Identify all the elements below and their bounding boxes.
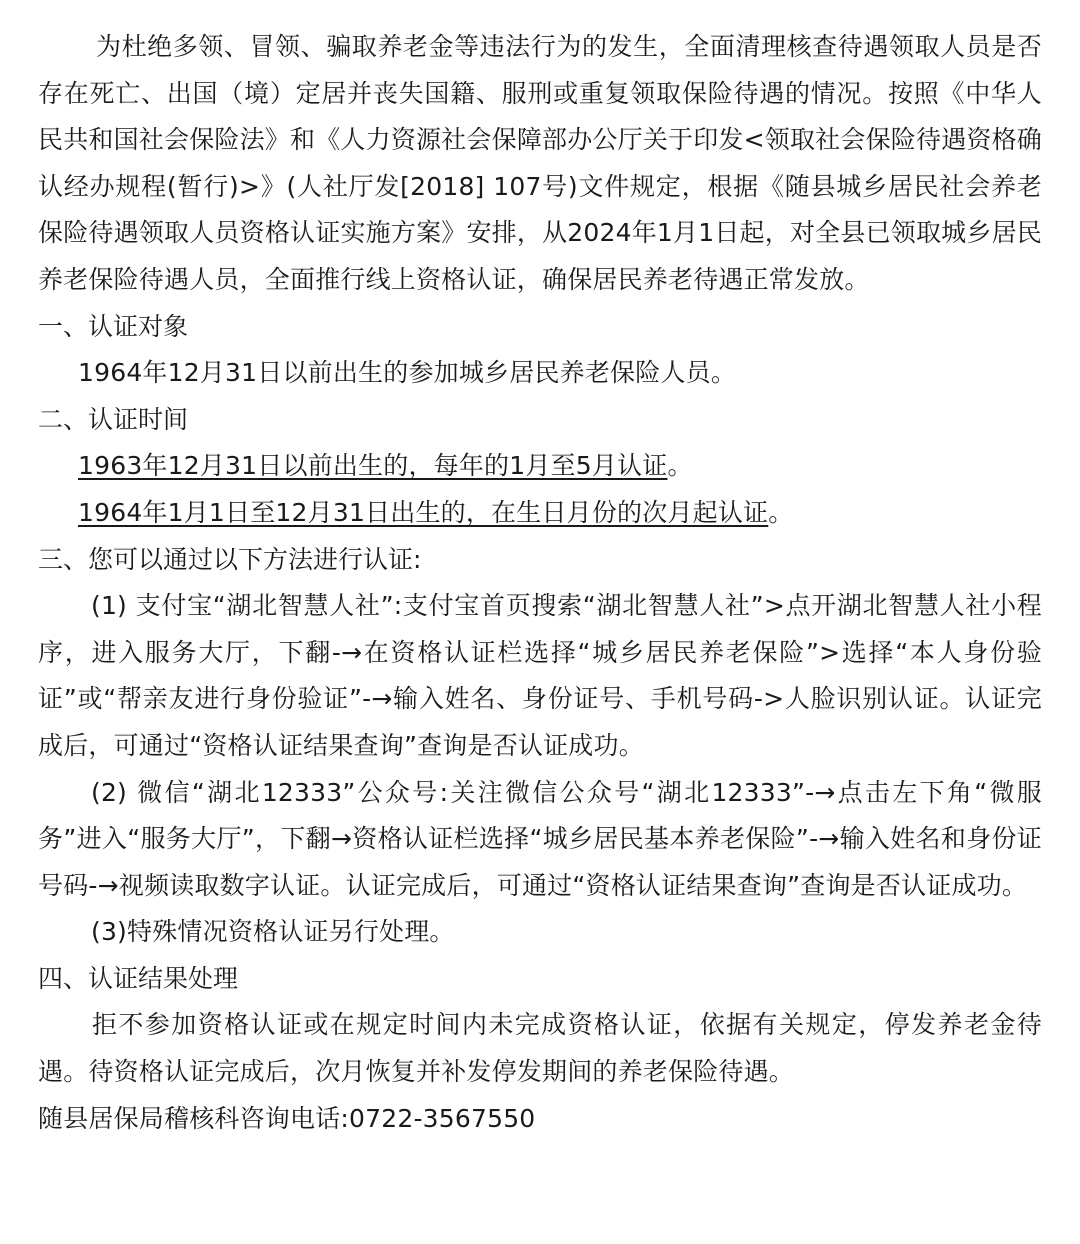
section-4-heading: 四、认证结果处理 [38,963,239,993]
section-2-heading: 二、认证时间 [38,404,189,434]
section-2-line-1-period: 。 [667,451,693,481]
section-4-body: 拒不参加资格认证或在规定时间内未完成资格认证，依据有关规定，停发养老金待遇。待资格认证完成后，次月恢复并补发停发期间的养老保险待遇。 [38,1010,1042,1087]
method-alipay: (1) 支付宝“湖北智慧人社”:支付宝首页搜索“湖北智慧人社”>点开湖北智慧人社小程序，进入服务大厅，下翻-→在资格认证栏选择“城乡居民养老保险”>选择“本人身份验证”或“帮亲友进行身份验证”-→输入姓名、身份证号、手机号码->人脸识别认证。认证完成后，可通过“资格认证结果查询”查询是否认证成功。 [38,591,1042,760]
method-wechat: (2) 微信“湖北12333”公众号:关注微信公众号“湖北12333”-→点击左下角“微服务”进入“服务大厅”，下翻→资格认证栏选择“城乡居民基本养老保险”-→输入姓名和身份证号码-→视频读取数字认证。认证完成后，可通过“资格认证结果查询”查询是否认证成功。 [38,777,1042,900]
section-2-line-1 [38,443,1042,490]
section-1-body: 1964年12月31日以前出生的参加城乡居民养老保险人员。 [78,358,737,388]
contact-phone: 随县居保局稽核科咨询电话:0722-3567550 [38,1103,536,1133]
section-2-line-2 [38,490,1042,537]
section-2-line-1-text: 1963年12月31日以前出生的，每年的1月至5月认证 [78,451,668,481]
section-2-line-2-text: 1964年1月1日至12月31日出生的，在生日月份的次月起认证 [78,497,769,527]
intro-paragraph: 为杜绝多领、冒领、骗取养老金等违法行为的发生，全面清理核查待遇领取人员是否存在死亡、出国（境）定居并丧失国籍、服刑或重复领取保险待遇的情况。按照《中华人民共和国社会保险法》和《人力资源社会保障部办公厅关于印发<领取社会保险待遇资格确认经办规程(暂行)>》(人社厅发[2018] 107号)文件规定，根据《随县城乡居民社会养老保险待遇领取人员资格认证实施方案》安排，从2024年1月1日起，对全县已领取城乡居民养老保险待遇人员，全面推行线上资格认证，确保居民养老待遇正常发放。 [38,32,1042,294]
section-2-line-2-period: 。 [768,497,794,527]
method-special: (3)特殊情况资格认证另行处理。 [91,917,455,947]
section-1-heading: 一、认证对象 [38,311,189,341]
section-3-heading: 三、您可以通过以下方法进行认证: [38,544,422,574]
